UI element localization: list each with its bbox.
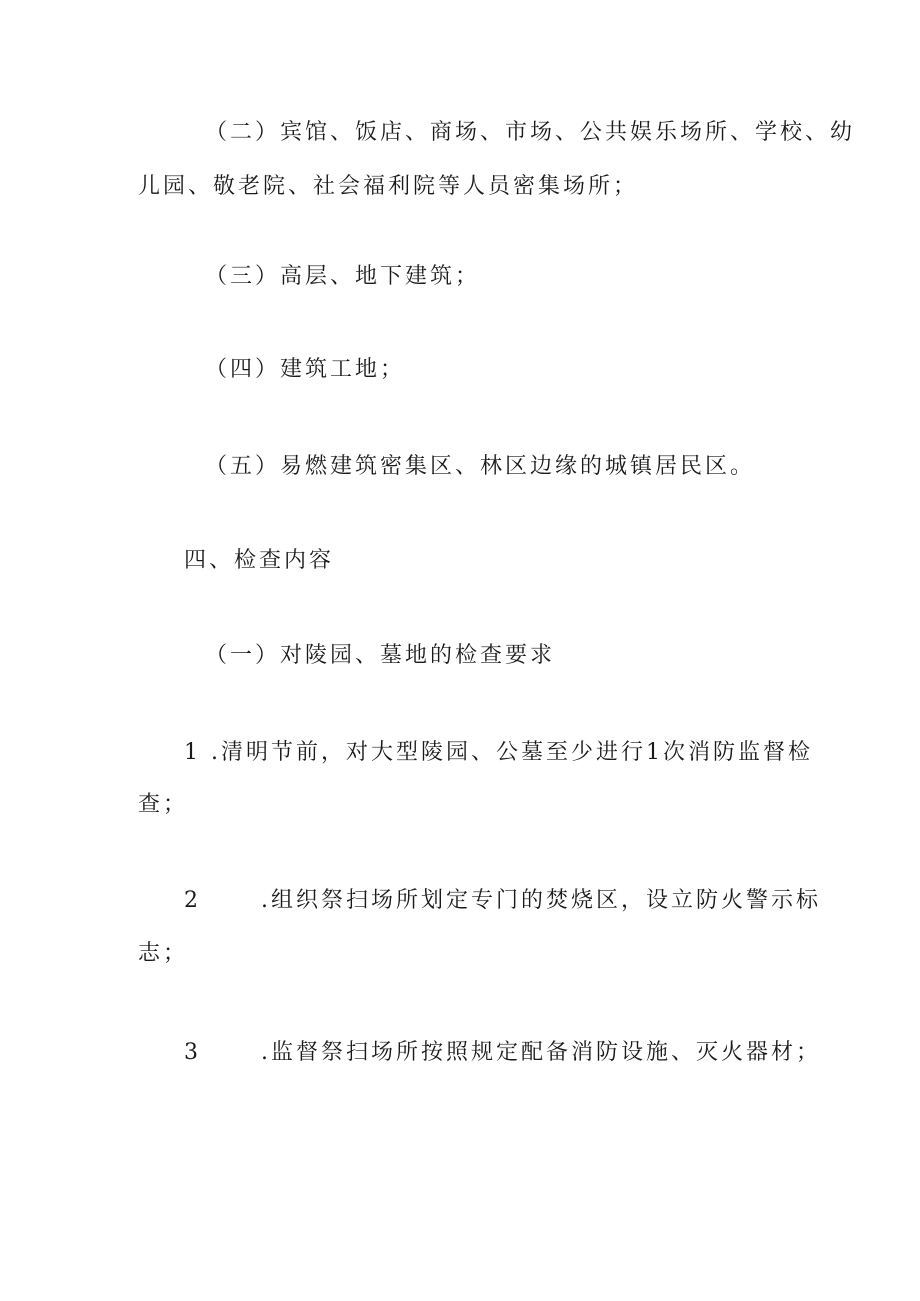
paragraph-line (205, 262, 480, 292)
list-item-line (138, 790, 188, 820)
list-item-number: 2 (184, 888, 201, 913)
list-item-text: .监督祭扫场所按照规定配备消防设施、灭火器材； (260, 1040, 821, 1065)
heading-text: 四、检查内容 (184, 548, 335, 573)
list-item-line (138, 939, 188, 969)
list-item-number: 1 (184, 740, 201, 765)
list-item-text: 查； (138, 792, 189, 817)
paragraph-text: （四）建筑工地； (205, 357, 406, 382)
paragraph-line (205, 118, 855, 148)
list-item-line (184, 1038, 821, 1068)
paragraph-text: （五）易燃建筑密集区、林区边缘的城镇居民区。 (205, 454, 756, 479)
section-heading (184, 546, 334, 576)
paragraph-line (138, 172, 638, 202)
list-item-number: 3 (184, 1040, 201, 1065)
paragraph-text: （二）宾馆、饭店、商场、市场、公共娱乐场所、学校、幼 (205, 120, 856, 145)
list-item-text: 志； (138, 941, 189, 966)
list-item-line (184, 738, 813, 768)
list-item-text: .清明节前，对大型陵园、公墓至少进行1次消防监督检 (211, 740, 813, 765)
paragraph-text: 儿园、敬老院、社会福利院等人员密集场所； (138, 174, 639, 199)
list-item-line (184, 886, 821, 916)
list-item-text: .组织祭扫场所划定专门的焚烧区，设立防火警示标 (260, 888, 821, 913)
paragraph-text: （三）高层、地下建筑； (205, 264, 481, 289)
paragraph-line (205, 355, 405, 385)
heading-text: （一）对陵园、墓地的检查要求 (205, 643, 556, 668)
paragraph-line (205, 452, 755, 482)
subsection-heading (205, 641, 555, 671)
